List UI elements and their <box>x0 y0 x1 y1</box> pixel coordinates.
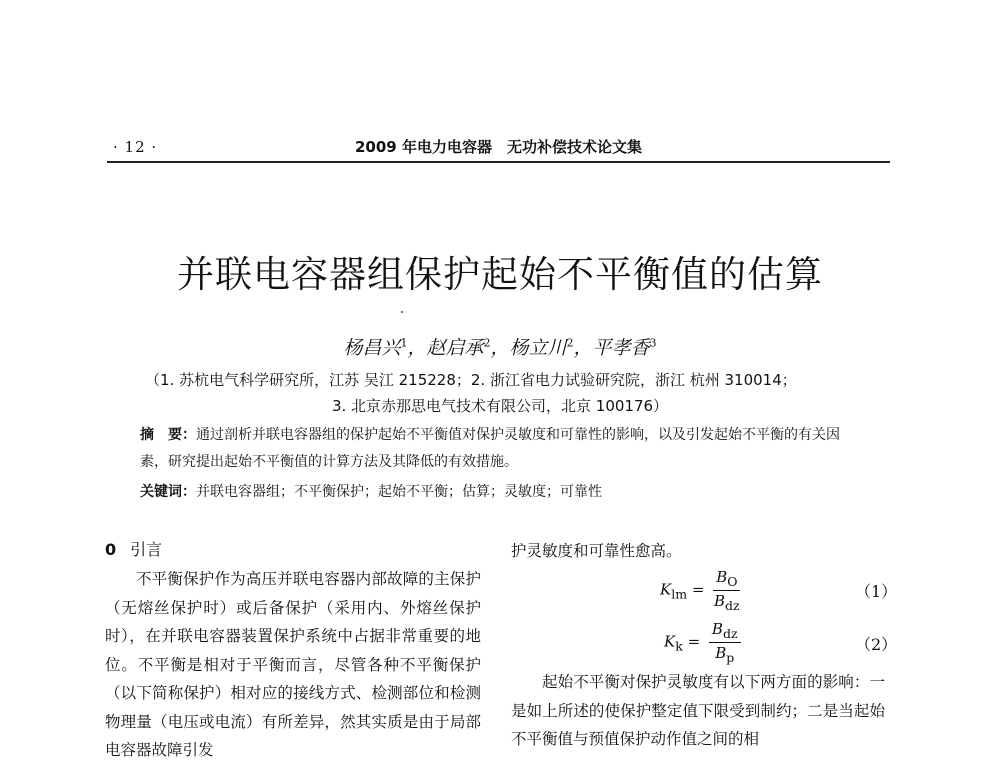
author-sup: 1 <box>400 336 408 350</box>
keywords-label: 关键词： <box>140 484 196 500</box>
header-rule <box>107 161 890 163</box>
author-name: 杨立川 <box>509 337 567 359</box>
running-header: 2009 年电力电容器 无功补偿技术论文集 <box>355 138 642 156</box>
eq-lhs-sub: k <box>675 638 683 654</box>
section-number: 0 <box>105 540 117 559</box>
equation-number-2: （2） <box>855 635 898 654</box>
eq-lhs: K <box>660 580 672 599</box>
eq-lhs: K <box>664 632 676 651</box>
eq-fraction: $\frac{B_O}{B_{dz}}$ <box>714 568 740 613</box>
affiliation-line-2: 3. 北京赤那思电气技术有限公司，北京 100176） <box>331 397 669 415</box>
keywords-text: 并联电容器组；不平衡保护；起始不平衡；估算；灵敏度；可靠性 <box>196 484 602 500</box>
right-column <box>511 668 885 754</box>
author-list: 杨昌兴$^1$，赵启承$^2$，杨立川$^2$，平孝香$^3$ <box>343 336 657 359</box>
equation-2: $K_k$ = $\frac{B_{dz}}{B_p}$ <box>664 620 745 665</box>
author-name: 赵启承 <box>426 337 484 359</box>
left-column <box>105 565 481 765</box>
author-name: 平孝香 <box>592 337 650 359</box>
affiliation-line-1: （1. 苏杭电气科学研究所，江苏 吴江 215228；2. 浙江省电力试验研究院，浙江 杭州 310014； <box>145 371 797 389</box>
section-title: 引言 <box>130 540 163 559</box>
body-paragraph: 起始不平衡对保护灵敏度有以下两方面的影响：一是如上所述的使保护整定值下限受到制约；二是当起始不平衡值与预值保护动作值之间的相 <box>511 673 885 748</box>
keywords <box>140 481 602 501</box>
abstract-label: 摘 要： <box>140 427 196 443</box>
equation-1: $K_{lm}$ = $\frac{B_O}{B_{dz}}$ <box>660 568 740 613</box>
author-sup: 3 <box>649 336 657 350</box>
author-name: 杨昌兴 <box>343 337 401 359</box>
author-sup: 2 <box>566 336 574 350</box>
section-heading <box>105 537 162 560</box>
right-column-first-line: 护灵敏度和可靠性愈高。 <box>511 542 682 560</box>
equation-number-1: （1） <box>855 582 898 601</box>
page-number: · 12 · <box>113 138 158 156</box>
eq-lhs-sub: lm <box>671 586 688 602</box>
paper-title: 并联电容器组保护起始不平衡值的估算 <box>177 253 823 296</box>
intro-paragraph: 不平衡保护作为高压并联电容器内部故障的主保护（无熔丝保护时）或后备保护（采用内、外熔丝保护时），在并联电容器装置保护系统中占据非常重要的地位。不平衡是相对于平衡而言，尽管各种不平衡保护（以下简称保护）相对应的接线方式、检测部位和检测物理量（电压或电流）有所差异，然其实质是由于局部电容器故障引发 <box>105 570 481 759</box>
abstract-text: 通过剖析并联电容器组的保护起始不平衡值对保护灵敏度和可靠性的影响，以及引发起始不平衡的有关因素，研究提出起始不平衡值的计算方法及其降低的有效措施。 <box>140 427 840 470</box>
author-sup: 2 <box>483 336 491 350</box>
scan-speck <box>401 311 403 313</box>
eq-fraction: $\frac{B_{dz}}{B_p}$ <box>709 620 741 665</box>
abstract <box>140 422 860 476</box>
